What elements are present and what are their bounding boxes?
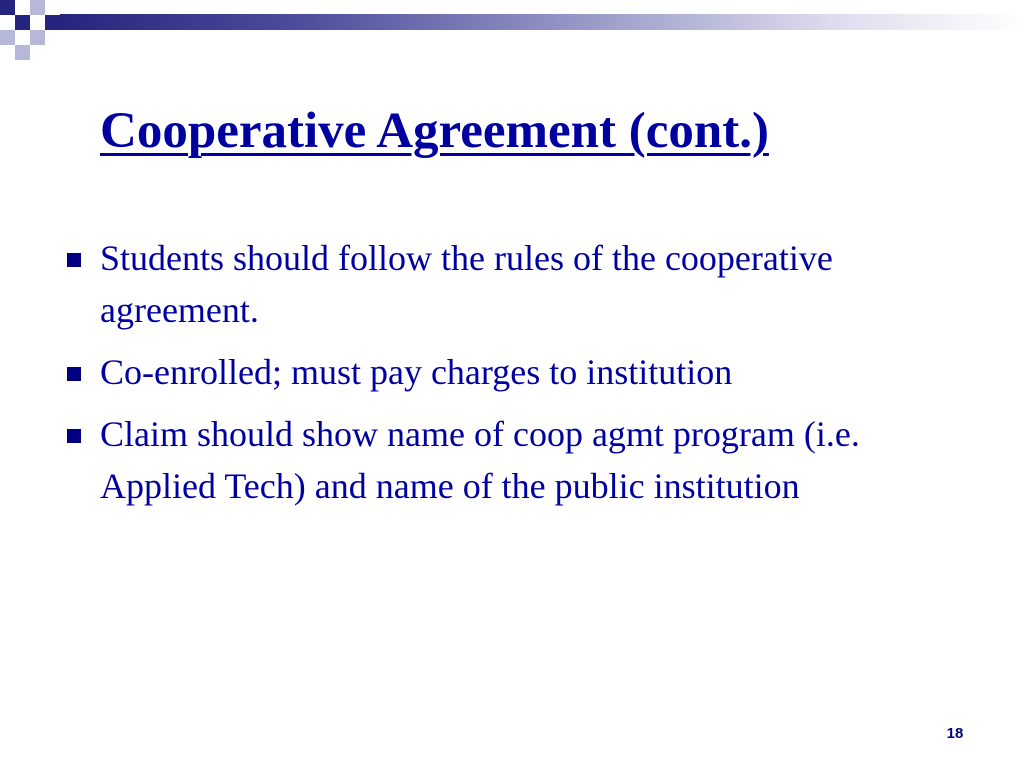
bullet-text: Students should follow the rules of the cooperative agreement. xyxy=(100,238,833,330)
deco-square xyxy=(0,0,15,15)
bullet-item xyxy=(62,346,962,398)
deco-square xyxy=(15,30,30,45)
deco-square xyxy=(15,15,30,30)
bullet-text: Claim should show name of coop agmt program (i.e. Applied Tech) and name of the public institution xyxy=(100,414,860,506)
bullet-text: Co-enrolled; must pay charges to institution xyxy=(100,352,733,392)
corner-squares-decoration xyxy=(0,0,80,64)
deco-square xyxy=(0,30,15,45)
square-bullet-icon xyxy=(67,253,81,267)
square-bullet-icon xyxy=(67,367,81,381)
deco-square xyxy=(30,15,45,30)
deco-square xyxy=(0,15,15,30)
deco-square xyxy=(30,30,45,45)
bullet-item xyxy=(62,408,962,512)
square-bullet-icon xyxy=(67,429,81,443)
slide-title: Cooperative Agreement (cont.) xyxy=(100,103,769,159)
bullet-list xyxy=(62,232,962,522)
deco-square xyxy=(15,0,30,15)
deco-square xyxy=(45,15,60,30)
bullet-item xyxy=(62,232,962,336)
header-gradient-band xyxy=(60,14,1024,30)
deco-square xyxy=(45,0,60,15)
deco-square xyxy=(15,45,30,60)
deco-square xyxy=(30,0,45,15)
page-number: 18 xyxy=(946,725,964,742)
